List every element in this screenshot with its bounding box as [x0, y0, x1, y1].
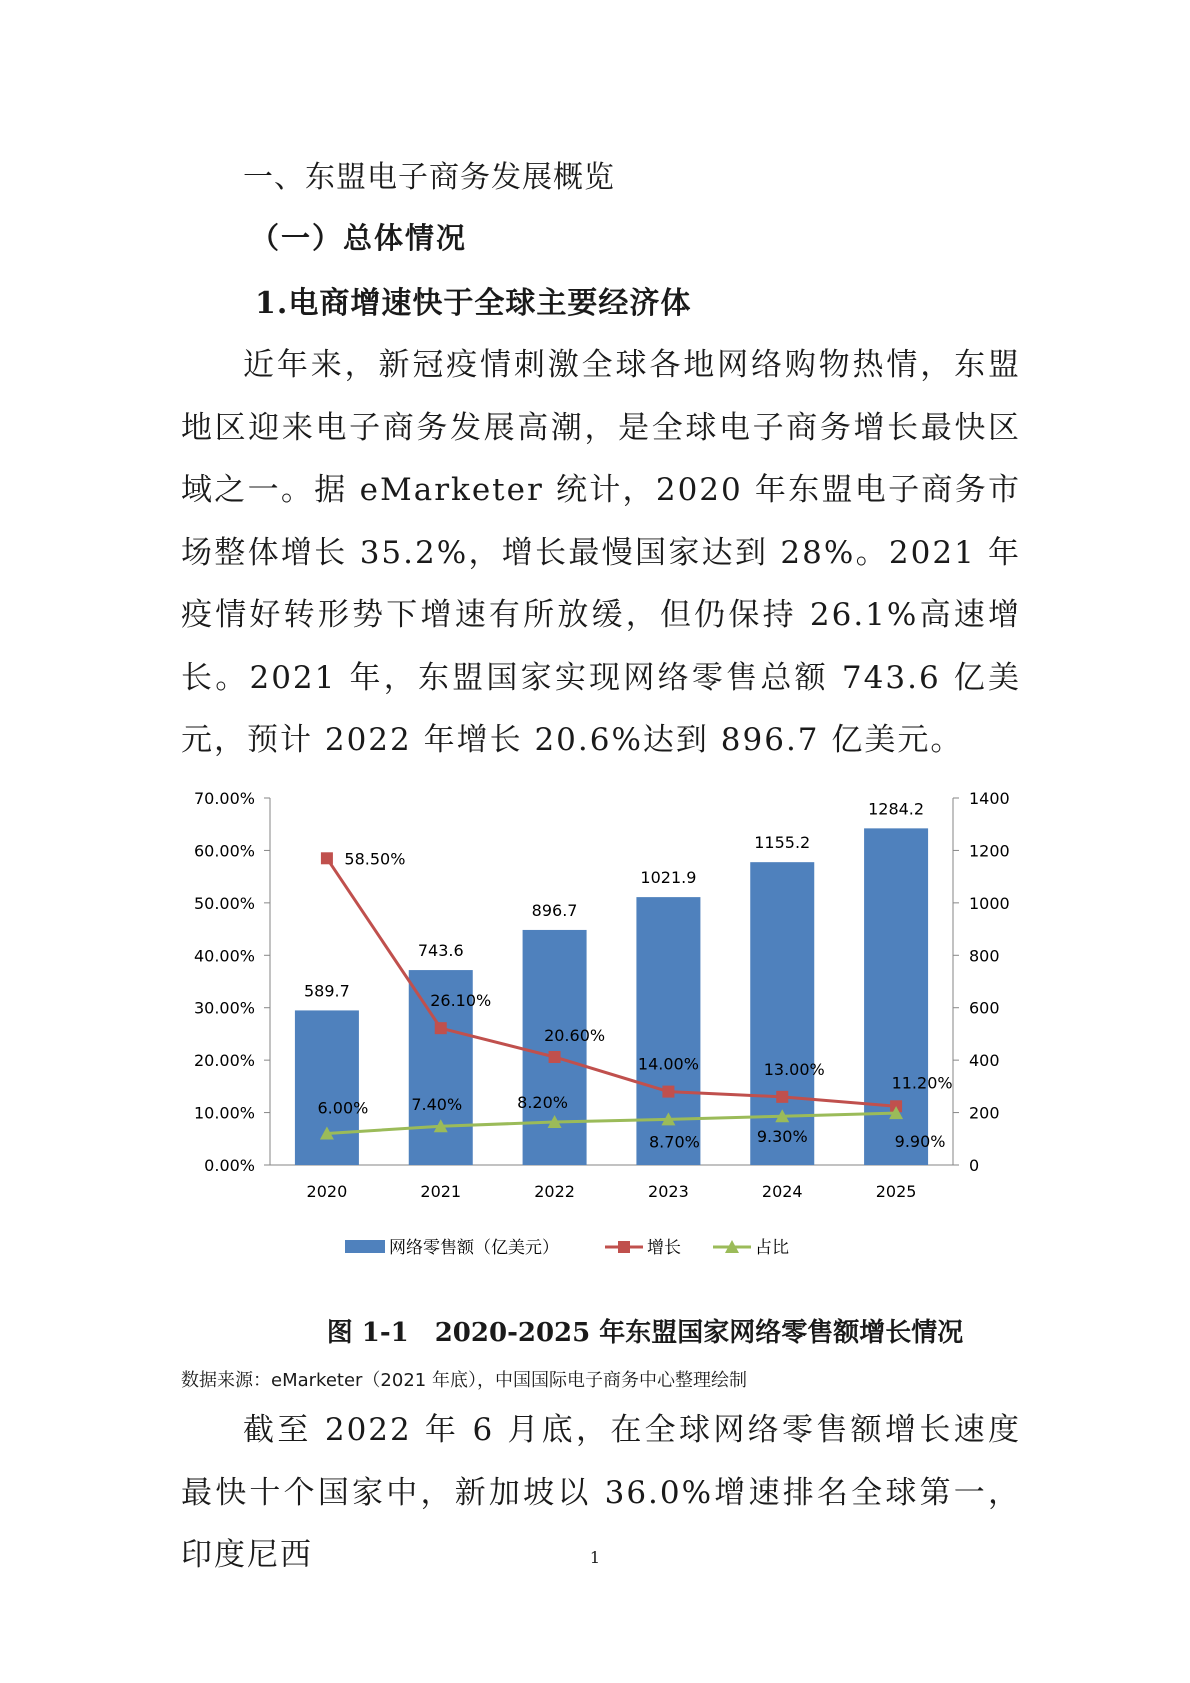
bar-value-label: 589.7 — [304, 981, 350, 1001]
paragraph-text: 截至 2022 年 6 月底，在全球网络零售额增长速度最快十个国家中，新加坡以 36.0%增速排名全球第一，印度尼西 — [181, 1412, 1021, 1573]
bar-value-label: 1284.2 — [868, 799, 925, 819]
growth-value-label: 13.00% — [763, 1059, 825, 1079]
share-value-label: 7.40% — [411, 1095, 463, 1115]
paragraph-text: 近年来，新冠疫情刺激全球各地网络购物热情，东盟地区迎来电子商务发展高潮，是全球电子商务增长最快区域之一。据 eMarketer 统计，2020 年东盟电子商务市场整体增长 35.2%，增长最慢国家达到 28%。2021 年疫情好转形势下增速有所放缓，但仍保持 26.1%高速增长。2021 年，东盟国家实现网络零售总额 743.6 亿美元，预计 2022 年增长 20.6%达到 896.7 亿美元。 — [181, 347, 1021, 758]
left-tick-label: 0.00% — [204, 1156, 255, 1175]
sales-growth-chart — [175, 780, 1045, 1280]
left-tick-label: 50.00% — [193, 893, 255, 913]
legend-growth-marker — [618, 1241, 630, 1253]
growth-value-label: 14.00% — [637, 1054, 699, 1074]
legend-share-label: 占比 — [755, 1238, 789, 1258]
x-tick-label: 2021 — [420, 1182, 462, 1201]
left-tick-label: 40.00% — [193, 946, 255, 966]
bar-value-label: 1021.9 — [640, 868, 697, 888]
right-tick-label: 1200 — [969, 841, 1010, 861]
left-tick-label: 20.00% — [193, 1051, 255, 1071]
growth-value-label: 58.50% — [344, 849, 406, 869]
right-tick-label: 1400 — [969, 789, 1010, 808]
share-value-label: 9.30% — [756, 1127, 808, 1147]
left-tick-label: 70.00% — [193, 789, 255, 808]
share-value-label: 9.90% — [894, 1132, 946, 1152]
topic-heading: 1.电商增速快于全球主要经济体 — [255, 286, 692, 321]
right-tick-label: 200 — [969, 1103, 1000, 1123]
right-tick-label: 0 — [969, 1156, 980, 1175]
legend-sales-swatch — [345, 1240, 385, 1253]
legend-growth-label: 增长 — [647, 1238, 681, 1258]
growth-marker — [776, 1091, 788, 1103]
share-value-label: 6.00% — [317, 1098, 369, 1118]
legend-sales-label: 网络零售额（亿美元） — [389, 1238, 559, 1258]
bar-sales-2022 — [523, 930, 587, 1165]
section-heading: 一、东盟电子商务发展概览 — [243, 160, 615, 195]
growth-value-label: 11.20% — [891, 1073, 953, 1093]
right-tick-label: 1000 — [969, 893, 1010, 913]
figure-caption: 图 1-1 2020-2025 年东盟国家网络零售额增长情况 — [326, 1318, 964, 1348]
growth-marker — [662, 1086, 674, 1098]
page-number: 1 — [589, 1548, 601, 1567]
growth-marker — [549, 1051, 561, 1063]
x-tick-label: 2023 — [648, 1182, 689, 1201]
right-tick-label: 600 — [969, 998, 1000, 1018]
bar-value-label: 1155.2 — [754, 833, 811, 853]
bar-value-label: 896.7 — [531, 900, 578, 920]
growth-marker — [435, 1022, 447, 1034]
right-tick-label: 800 — [969, 946, 1000, 966]
right-tick-label: 400 — [969, 1051, 1000, 1071]
growth-marker — [321, 852, 333, 864]
share-value-label: 8.70% — [649, 1132, 700, 1152]
left-tick-label: 30.00% — [193, 998, 255, 1018]
growth-value-label: 20.60% — [544, 1025, 606, 1045]
source-note: 数据来源：eMarketer（2021 年底），中国国际电子商务中心整理绘制 — [181, 1370, 747, 1391]
paragraph-intro — [181, 334, 1021, 772]
subsection-heading: （一）总体情况 — [250, 221, 468, 255]
left-tick-label: 10.00% — [193, 1103, 255, 1123]
bar-value-label: 743.6 — [417, 941, 464, 961]
share-value-label: 8.20% — [517, 1093, 568, 1113]
growth-value-label: 26.10% — [430, 991, 492, 1011]
bar-sales-2020 — [295, 1010, 359, 1165]
x-tick-label: 2020 — [306, 1182, 348, 1201]
left-tick-label: 60.00% — [193, 841, 255, 861]
x-tick-label: 2025 — [875, 1182, 917, 1201]
x-tick-label: 2022 — [534, 1182, 575, 1201]
x-tick-label: 2024 — [761, 1182, 803, 1201]
